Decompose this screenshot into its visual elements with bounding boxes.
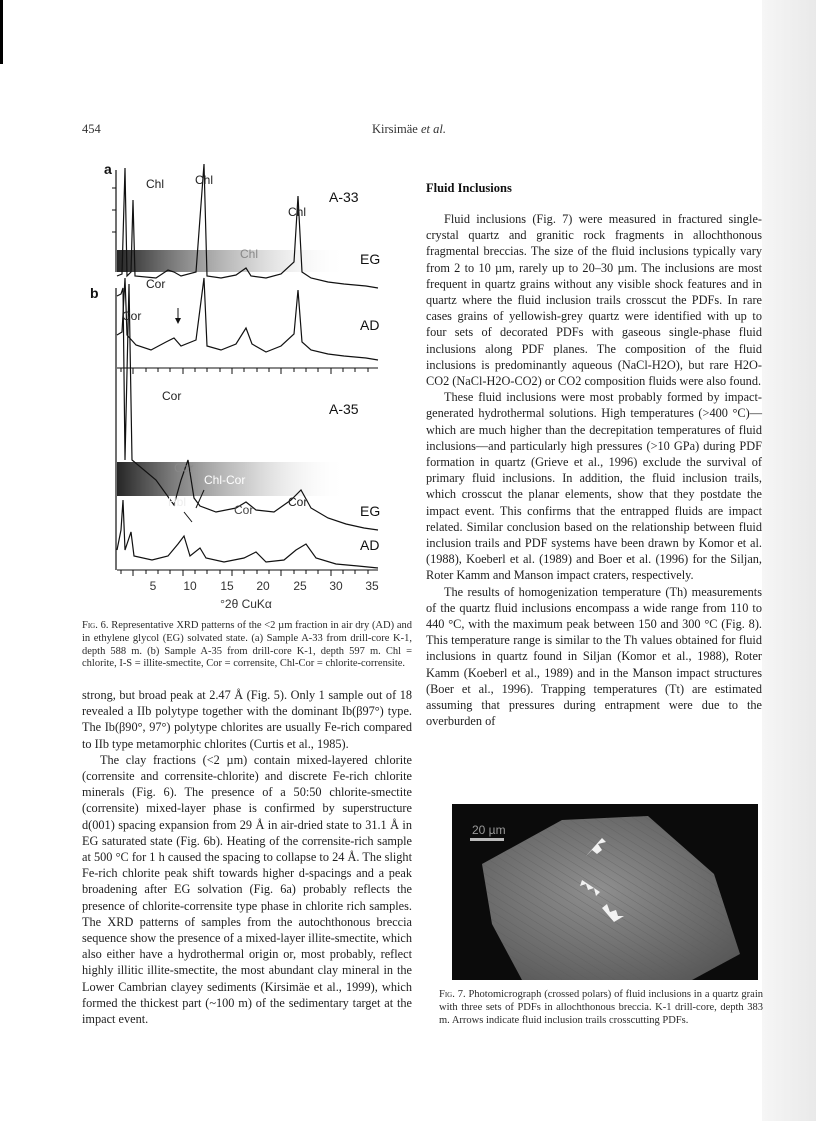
scale-bar-label: 20 µm [472,823,506,837]
panel-b-letter: b [90,285,99,301]
x-axis-label: °2θ CuKα [220,597,272,611]
right-column-text [426,211,762,730]
arrow-hbl [184,512,192,522]
running-head-etal: et al. [420,122,446,136]
panel-b [90,277,380,611]
paragraph: These fluid inclusions were most probably formed by impact-generated hydrothermal solutions. High temperatures (>400 °C)—which are much higher than the decrepitation temperatures of fluid inclusions—and particularly high pressures (>10 GPa) during PDF formation in quartz (Grieve et al., 1996) exclude the survival of primary fluid inclusions. In addition, the fluid inclusion trails, which crosscut the planar elements, show that they postdate the impact event. This confirms that the entrapped fluids are impact related. Similar conclusion based on the relationship between fluid inclusion trails and PDF systems have been drawn by Komor et al. (1988), Koeberl et al. (1989) and Boer et al. (1996) for the Siljan, Roter Kamm and Manson impact craters, respectively. [426,390,762,583]
page-margin-shadow [762,0,816,1121]
page-number: 454 [82,122,101,136]
peak-label-cor: Cor [234,503,254,517]
paragraph: The clay fractions (<2 µm) contain mixed-layered chlorite (corrensite and corrensite-chlorite) and discrete Fe-rich chlorite minerals (Fig. 6). The presence of a 50:50 chlorite-smectite (corrensite) mixed-layer phase is confirmed by superstructure d(001) spacing expansion from 29 Å in air-dried state to 31.1 Å in EG saturated state (Fig. 6b). Heating of the corrensite-rich sample at 500 °C for 1 h caused the spacing to collapse to 24 Å. The slight Fe-rich chlorite peak shift towards higher d-spacings and a peak broadening after EG solvation (Fig. 6a) probably reflects the presence of chlorite-corrensite type phase in chlorite rich samples. The XRD patterns of samples from the autochthonous breccia sequence show the presence of a mixed-layer illite-smectite, which also either have a hydrothermal origin or, most probably, reflect highly illitic illite-smectite, the most abundant clay mineral in the Lower Cambrian clayey sediments (Kirsimäe et al., 1999), which formed the thickest part (~100 m) of the sedimentary target at the impact event. [82,752,412,1027]
x-tick-label: 10 [183,579,197,593]
figure-7-photomicrograph [452,804,758,980]
panel-b-sample: A-35 [329,401,359,417]
peak-label-chl-cor: Chl-Cor [204,473,246,487]
figure-6-caption [82,620,412,671]
peak-label-chl: Chl [288,205,307,219]
left-column-text [82,687,412,1027]
panel-a-shade-band [117,250,347,272]
panel-a-letter: a [104,161,112,177]
peak-label-cor: Cor [146,277,166,291]
peak-label-hbl: Hbl [168,495,187,509]
scale-bar [470,838,504,841]
photomicrograph-image [452,804,758,980]
scan-edge-mark [0,0,3,64]
x-tick-label: 30 [329,579,343,593]
peak-label-chl: Chl [195,173,214,187]
paragraph: The results of homogenization temperature (Th) measurements of the quartz fluid inclusions encompass a wide range from 110 to 440 °C, with the maximum peak between 150 and 300 °C (Fig. 8). This temperature range is similar to the Th values obtained for fluid inclusions in quartz found in Siljan (Komor et al., 1988), Roter Kamm (Koeberl et al., 1989) and in the Manson impact structures (Boer et al., 1996). Trapping temperatures (Tt) are estimated assuming that pressures during entrapment were due to the overburden of [426,584,762,729]
peak-label-chl: Chl [240,247,259,261]
panel-a-ad-label: AD [360,317,380,333]
x-tick-label: 20 [256,579,270,593]
section-heading: Fluid Inclusions [426,181,512,195]
panel-b-ad-label: AD [360,537,380,553]
peak-label-cor: Cor [288,495,308,509]
figure-6-xrd-patterns [90,160,408,620]
figure-7-caption-text: Photomicrograph (crossed polars) of fluid inclusions in a quartz grain with three sets of PDFs in allochthonous breccia. K-1 drill-core, depth 383 m. Arrows indicate fluid inclusion trails crosscutting PDFs. [439,989,763,1026]
panel-a-sample: A-33 [329,189,359,205]
running-head-author: Kirsimäe [372,122,418,136]
xrd-plot [90,160,408,620]
x-tick-label: 5 [149,579,157,593]
panel-a-eg-label: EG [360,251,381,267]
panel-b-eg-label: EG [360,503,381,519]
figure-7-caption-label: Fig. 7. [439,989,466,1000]
figure-6-caption-label: Fig. 6. [82,620,109,631]
paragraph: Fluid inclusions (Fig. 7) were measured in fractured single-crystal quartz and granitic rock fragments in allochthonous fragmental breccias. The size of the fluid inclusions typically vary from 2 to 10 µm, rarely up to 20–30 µm. The inclusions are most frequent in quartz grains without any visible shock features and in quartz where the fluid inclusion trails crosscut the PDFs. In rare cases grains of yellowish-grey quartz were identified with up to four sets of decorated PDFs with gaseous single-phase fluid inclusions along PDF planes. The composition of the fluid inclusions is predominantly aqueous (NaCl-H2O), but rare H2O-CO2 (NaCl-H2O-CO2) or CO2 composition fluids were also found. [426,212,762,389]
peak-label-cor: Cor [162,389,182,403]
peak-label-cor: Cor [174,461,194,475]
x-tick-label: 25 [293,579,307,593]
figure-6-caption-text: Representative XRD patterns of the <2 µm fraction in air dry (AD) and in ethylene glycol (EG) solvated state. (a) Sample A-33 from drill-core K-1, depth 588 m. (b) Sample A-35 from drill-core K-1, depth 597 m. Chl = chlorite, I-S = illite-smectite, Cor = corrensite, Chl-Cor = chlorite-corrensite. [82,620,412,670]
figure-7-caption [439,989,763,1027]
peak-label-is: I-S [168,293,184,307]
peak-label-chl: Chl [146,177,165,191]
panel-a [104,161,380,374]
paragraph: strong, but broad peak at 2.47 Å (Fig. 5). Only 1 sample out of 18 revealed a IIb polytype together with the dominant Ib(β97°) type. The Ib(β90°, 97°) polytype chlorites are usually Fe-rich compared to IIb type metamorphic chlorites (Curtis et al., 1985). [82,688,412,751]
peak-label-cor: Cor [122,309,142,323]
running-head [372,122,446,137]
x-tick-label: 15 [220,579,234,593]
x-tick-label: 35 [365,579,379,593]
